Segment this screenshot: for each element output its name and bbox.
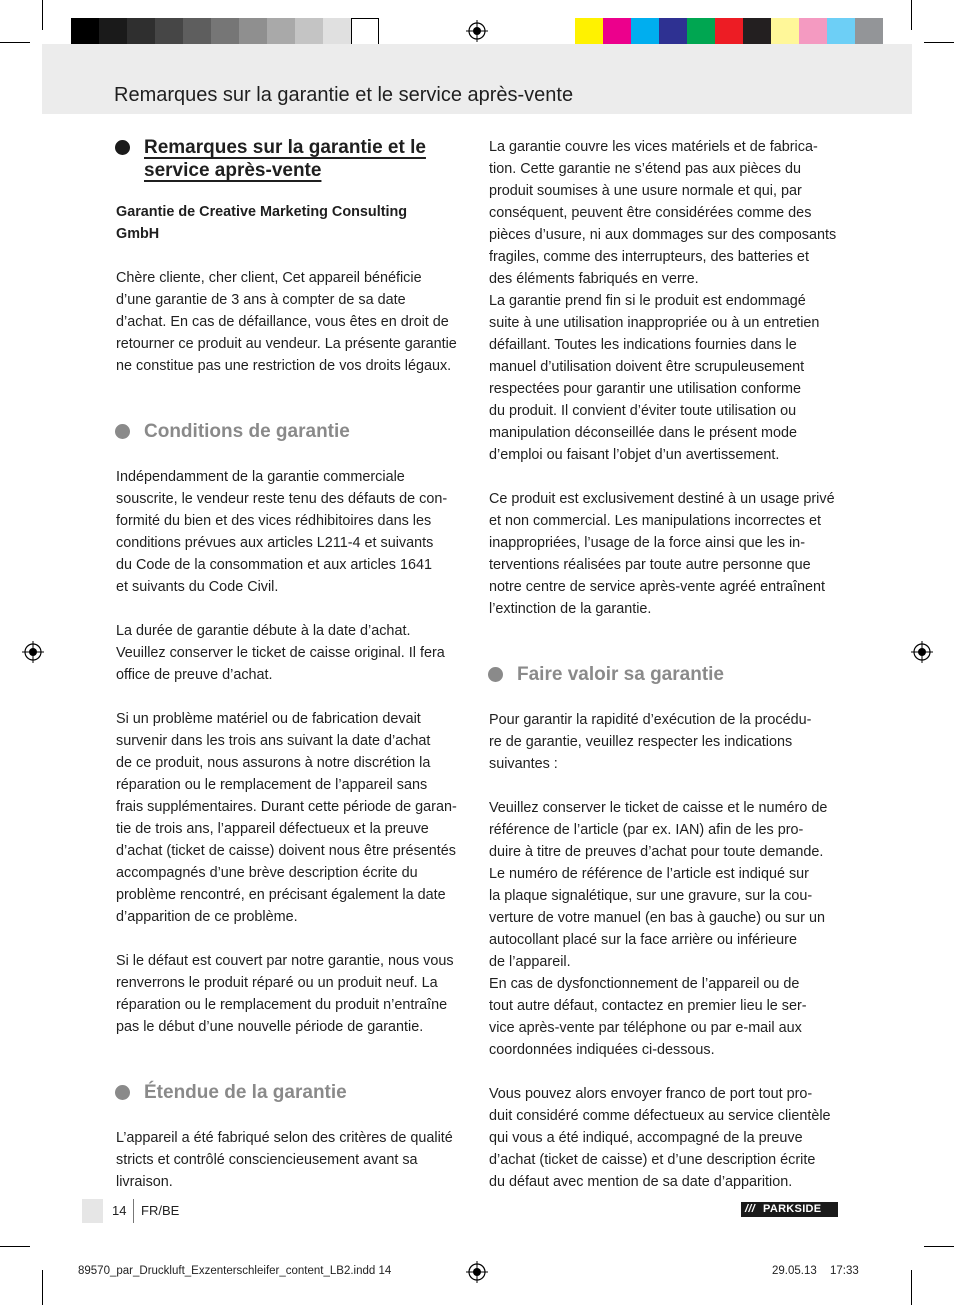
color-swatch <box>323 18 351 46</box>
color-swatch <box>827 18 855 46</box>
etendue-paragraph: L’appareil a été fabriqué selon des critères de qualité stricts et contrôlé consciencieusement avant sa livraison. <box>116 1130 453 1190</box>
section-heading-conditions <box>116 421 472 443</box>
color-swatch <box>631 18 659 46</box>
conditions-paragraph-3: Si un problème matériel ou de fabrication devait survenir dans les trois ans suivant la date d’achat de ce produit, nous assurons à notre discrétion la réparation ou le remplacement de l’appareil sans frais supplémentaires. Durant cette période de garan- tie de trois ans, l’appareil défectueux et la preuve d’achat (ticket de caisse) doivent nous être présentés accompagnés d’une brève description écrite du problème rencontré, en précisant également la date d’apparition de ce problème. <box>116 711 457 925</box>
conditions-paragraph-1: Indépendamment de la garantie commerciale souscrite, le vendeur reste tenu des défauts de con- formité du bien et des vices rédhibitoires dans les conditions prévues aux articles L211-4 et suivants du Code de la consommation et aux articles 1641 et suivants du Code Civil. <box>116 469 448 595</box>
language-code: FR/BE <box>141 1203 180 1218</box>
slug-date: 29.05.13 <box>772 1265 817 1277</box>
color-swatch <box>351 18 379 46</box>
shipping-paragraph: Vous pouvez alors envoyer franco de port tout pro- duit considéré comme défectueux au service clientèle qui vous a été indiqué, accompagné de la preuve d’achat (ticket de caisse) et d’une description écrite du défaut avec mention de sa date d’apparition. <box>489 1086 831 1190</box>
main-heading-text: Remarques sur la garantie et le service après-vente <box>144 137 426 181</box>
slug-filename: 89570_par_Druckluft_Exzenterschleifer_content_LB2.indd 14 <box>78 1265 392 1277</box>
intro-paragraph: Chère cliente, cher client, Cet appareil bénéficie d’une garantie de 3 ans à compter de sa date d’achat. En cas de défaillance, vous êtes en droit de retourner ce produit au vendeur. La présente garantie ne constitue pas une restriction de vos droits légaux. <box>116 270 457 374</box>
registration-mark-icon <box>466 20 488 42</box>
crop-mark <box>0 42 30 43</box>
color-swatch <box>155 18 183 46</box>
crop-mark <box>42 1270 43 1305</box>
crop-mark <box>911 1270 912 1305</box>
conditions-paragraph-2: La durée de garantie débute à la date d’achat. Veuillez conserver le ticket de caisse original. Il fera office de preuve d’achat. <box>116 623 445 683</box>
left-column <box>116 136 472 1193</box>
receipt-paragraph: Veuillez conserver le ticket de caisse et le numéro de référence de l’article (par ex. IAN) afin de les pro- duire à titre de preuves d’achat pour toute demande. Le numéro de référence de l’article est indiqué sur la plaque signalétique, sur une gravure, sur la cou- verture de votre manuel (en bas à gauche) ou sur un autocollant placé sur la face arrière ou inférieure de l’appareil. En cas de dysfonctionnement de l’appareil ou de tout autre défaut, contactez en premier lieu le ser- vice après-vente par téléphone ou par e-mail aux coordonnées indiquées ci-dessous. <box>489 800 828 1058</box>
section-heading-text: Conditions de garantie <box>144 421 350 442</box>
logo-text: PARKSIDE <box>763 1203 822 1215</box>
parkside-logo <box>741 1202 838 1217</box>
color-swatch <box>183 18 211 46</box>
color-swatch <box>267 18 295 46</box>
crop-mark <box>911 0 912 30</box>
page-header-band <box>42 44 912 114</box>
registration-mark-icon <box>911 641 933 663</box>
registration-mark-icon <box>466 1261 488 1283</box>
private-use-paragraph: Ce produit est exclusivement destiné à un usage privé et non commercial. Les manipulations incorrectes et inappropriées, l’usage de la force ainsi que les in- terventions réalisées par toute autre personne que notre centre de service après-vente agréé entraînent l’extinction de la garantie. <box>489 491 835 617</box>
color-swatch <box>239 18 267 46</box>
color-swatch <box>715 18 743 46</box>
registration-mark-icon <box>22 641 44 663</box>
color-swatch <box>771 18 799 46</box>
section-heading-etendue <box>116 1082 472 1104</box>
bullet-icon <box>115 140 130 155</box>
color-swatch <box>295 18 323 46</box>
color-swatch <box>575 18 603 46</box>
bullet-icon <box>115 424 130 439</box>
color-swatch <box>743 18 771 46</box>
section-heading-text: Faire valoir sa garantie <box>517 664 724 685</box>
page-number-box <box>82 1199 103 1223</box>
color-swatch <box>855 18 883 46</box>
color-swatch <box>603 18 631 46</box>
grayscale-color-bar <box>71 18 379 46</box>
right-column <box>489 136 845 1193</box>
crop-mark <box>924 1246 954 1247</box>
coverage-paragraph: La garantie couvre les vices matériels et de fabrica- tion. Cette garantie ne s’étend pas aux pièces du produit soumises à une usure normale et qui, par conséquent, peuvent être considérées comme des pièces d’usure, ni aux dommages sur des composants fragiles, comme des interrupteurs, des batteries et des éléments fabriqués en verre. La garantie prend fin si le produit est endommagé suite à une utilisation inappropriée ou à un entretien défaillant. Toutes les indications fournies dans le manuel d’utilisation doivent être scrupuleusement respectées pour garantir une utilisation conforme du produit. Il convient d’éviter toute utilisation ou manipulation déconseillée dans le présent mode d’emploi ou faisant l’objet d’un avertissement. <box>489 139 837 463</box>
logo-slashes: /// <box>745 1203 756 1215</box>
main-heading <box>116 136 484 182</box>
color-swatch <box>659 18 687 46</box>
color-calibration-bar <box>575 18 883 46</box>
section-heading-text: Étendue de la garantie <box>144 1082 347 1103</box>
conditions-paragraph-4: Si le défaut est couvert par notre garantie, nous vous renverrons le produit réparé ou un produit neuf. La réparation ou le remplacement du produit n’entraîne pas le début d’une nouvelle période de garantie. <box>116 953 454 1035</box>
crop-mark <box>42 0 43 30</box>
color-swatch <box>127 18 155 46</box>
color-swatch <box>687 18 715 46</box>
color-swatch <box>211 18 239 46</box>
page-title: Remarques sur la garantie et le service après-vente <box>114 84 574 106</box>
section-heading-faire-valoir <box>489 664 845 686</box>
color-swatch <box>71 18 99 46</box>
bullet-icon <box>488 667 503 682</box>
color-swatch <box>99 18 127 46</box>
footer-divider <box>133 1199 134 1223</box>
page-number: 14 <box>112 1203 127 1218</box>
slug-time: 17:33 <box>830 1265 859 1277</box>
claim-intro-paragraph: Pour garantir la rapidité d’exécution de la procédu- re de garantie, veuillez respecter les indications suivantes : <box>489 712 812 772</box>
crop-mark <box>924 42 954 43</box>
crop-mark <box>0 1246 30 1247</box>
color-swatch <box>799 18 827 46</box>
bullet-icon <box>115 1085 130 1100</box>
guarantee-subheading: Garantie de Creative Marketing Consulting GmbH <box>116 204 408 242</box>
